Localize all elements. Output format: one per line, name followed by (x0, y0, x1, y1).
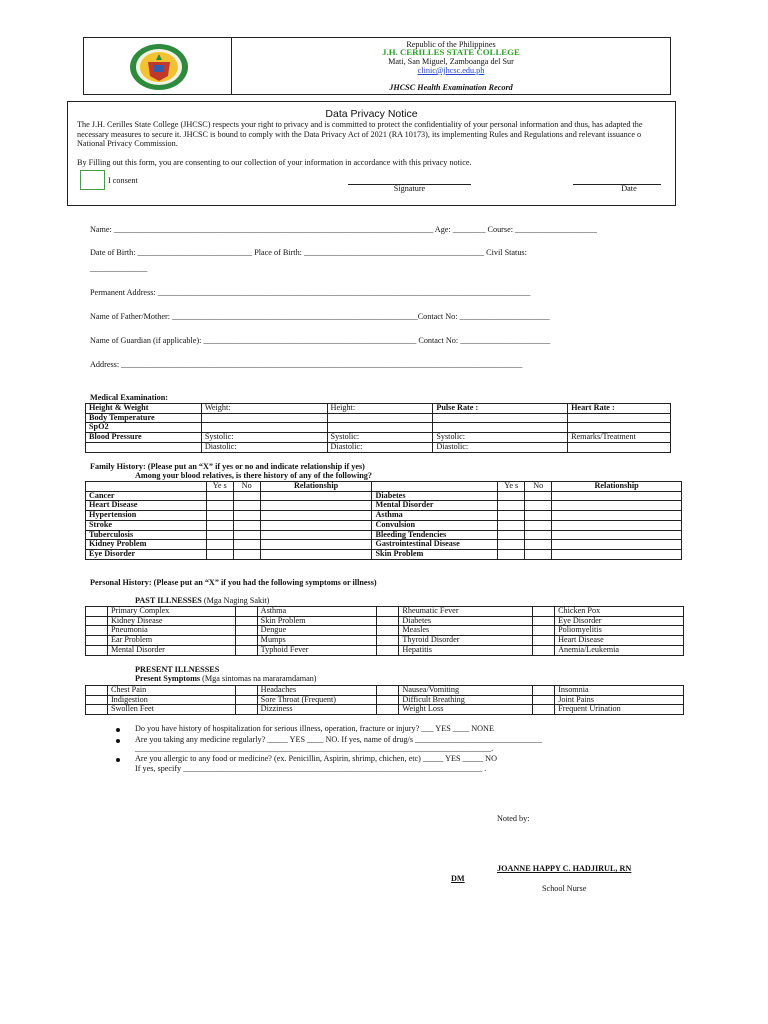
medicine-question[interactable]: Are you taking any medicine regularly? _____ YES ____ NO. If yes, name of drug/s _______________________________ (135, 735, 542, 744)
table-header-row (86, 482, 682, 492)
bullet-icon (116, 728, 120, 732)
vital-cell[interactable]: Systolic: (433, 433, 568, 443)
illness-label: Mental Disorder (107, 645, 235, 655)
vital-cell[interactable]: Diastolic: (327, 442, 433, 452)
answer-cell[interactable] (233, 540, 260, 550)
consent-checkbox[interactable] (80, 170, 105, 190)
answer-cell[interactable] (206, 491, 233, 501)
table-row (86, 607, 684, 617)
bullet-icon (116, 739, 120, 743)
condition-label: Kidney Problem (86, 540, 207, 550)
table-row (86, 705, 684, 715)
nurse-credential: DM (451, 874, 465, 883)
condition-label: Cancer (86, 491, 207, 501)
illness-label: Chest Pain (107, 686, 235, 696)
condition-label: Stroke (86, 520, 207, 530)
answer-cell[interactable] (525, 540, 552, 550)
answer-cell[interactable] (552, 501, 682, 511)
illness-label: Chicken Pox (555, 607, 684, 617)
answer-cell[interactable] (206, 511, 233, 521)
answer-cell[interactable] (552, 511, 682, 521)
table-row (86, 442, 671, 452)
illness-label: Ear Problem (107, 636, 235, 646)
vital-cell[interactable]: Systolic: (201, 433, 327, 443)
vital-cell[interactable]: Systolic: (327, 433, 433, 443)
condition-label: Convulsion (372, 520, 498, 530)
answer-cell[interactable] (498, 540, 525, 550)
college-name: J.H. CERILLES STATE COLLEGE (382, 47, 520, 57)
illness-label: Dengue (257, 626, 377, 636)
answer-cell[interactable] (552, 491, 682, 501)
illness-label: Mumps (257, 636, 377, 646)
answer-cell[interactable] (552, 520, 682, 530)
father-mother-field[interactable]: Name of Father/Mother: ____________________________________________________________Contact No: ______________________ (90, 312, 550, 321)
checkbox-cell[interactable] (235, 607, 257, 617)
illness-label: Thyroid Disorder (399, 636, 533, 646)
past-illnesses-title: PAST ILLNESSES (Mga Naging Sakit) (135, 596, 270, 605)
medical-exam-table (85, 403, 671, 453)
checkbox-cell[interactable] (86, 626, 108, 636)
noted-by-label: Noted by: (497, 814, 530, 823)
checkbox-cell[interactable] (533, 695, 555, 705)
checkbox-cell[interactable] (377, 695, 399, 705)
illness-label: Heart Disease (555, 636, 684, 646)
checkbox-cell[interactable] (533, 686, 555, 696)
table-row (86, 413, 671, 423)
illness-label: Joint Pains (555, 695, 684, 705)
checkbox-cell[interactable] (377, 607, 399, 617)
present-symptoms-title: Present Symptoms (Mga sintomas na mararamdaman) (135, 674, 317, 683)
checkbox-cell[interactable] (235, 686, 257, 696)
vital-cell[interactable] (568, 442, 671, 452)
consent-label: I consent (108, 176, 138, 185)
answer-cell[interactable] (552, 530, 682, 540)
checkbox-cell[interactable] (235, 695, 257, 705)
answer-cell[interactable] (260, 549, 372, 559)
condition-label: Gastrointestinal Disease (372, 540, 498, 550)
hospitalization-question[interactable]: Do you have history of hospitalization for serious illness, operation, fracture or injury? ___ YES ____ NONE (135, 724, 494, 733)
header-box (83, 37, 671, 95)
checkbox-cell[interactable] (86, 636, 108, 646)
illness-label: Kidney Disease (107, 616, 235, 626)
condition-label: Tuberculosis (86, 530, 207, 540)
condition-label: Diabetes (372, 491, 498, 501)
vital-label: Blood Pressure (86, 433, 202, 443)
checkbox-cell[interactable] (235, 616, 257, 626)
vital-cell[interactable]: Heart Rate : (568, 404, 671, 414)
vital-cell[interactable] (201, 413, 327, 423)
answer-cell[interactable] (525, 549, 552, 559)
column-header: Ye s (206, 482, 233, 492)
illness-label: Swollen Feet (107, 705, 235, 715)
illness-label: Eye Disorder (555, 616, 684, 626)
condition-label: Heart Disease (86, 501, 207, 511)
school-nurse-label: School Nurse (542, 884, 587, 893)
column-header: Ye s (498, 482, 525, 492)
privacy-consent-text: By Filling out this form, you are consenting to our collection of your information in accordance with this privacy notice. (77, 158, 472, 167)
answer-cell[interactable] (525, 511, 552, 521)
allergy-question-cont[interactable]: If yes, specify _________________________________________________________________________ . (135, 764, 487, 773)
condition-label: Asthma (372, 511, 498, 521)
past-illnesses-table (85, 606, 684, 656)
answer-cell[interactable] (260, 511, 372, 521)
checkbox-cell[interactable] (533, 636, 555, 646)
allergy-question[interactable]: Are you allergic to any food or medicine? (ex. Penicillin, Aspirin, shrimp, chichen, etc) _____ YES _____ NO (135, 754, 497, 763)
answer-cell[interactable] (525, 530, 552, 540)
answer-cell[interactable] (206, 549, 233, 559)
table-row (86, 404, 671, 414)
answer-cell[interactable] (260, 501, 372, 511)
answer-cell[interactable] (525, 520, 552, 530)
dob-field[interactable]: Date of Birth: ____________________________ Place of Birth: ____________________________________________ Civil Status: (90, 248, 527, 257)
clinic-email-link[interactable]: clinic@jhcsc.edu.ph (417, 66, 485, 75)
checkbox-cell[interactable] (86, 705, 108, 715)
answer-cell[interactable] (260, 530, 372, 540)
checkbox-cell[interactable] (86, 695, 108, 705)
illness-label: Rheumatic Fever (399, 607, 533, 617)
column-header: No (233, 482, 260, 492)
illness-label: Frequent Urination (555, 705, 684, 715)
condition-label: Skin Problem (372, 549, 498, 559)
checkbox-cell[interactable] (533, 705, 555, 715)
checkbox-cell[interactable] (235, 636, 257, 646)
checkbox-cell[interactable] (377, 616, 399, 626)
checkbox-cell[interactable] (533, 645, 555, 655)
checkbox-cell[interactable] (533, 626, 555, 636)
illness-label: Difficult Breathing (399, 695, 533, 705)
civil-status-field[interactable]: ______________ (90, 264, 148, 273)
table-row (86, 549, 682, 559)
checkbox-cell[interactable] (235, 645, 257, 655)
illness-label: Anemia/Leukemia (555, 645, 684, 655)
answer-cell[interactable] (233, 511, 260, 521)
column-header: Relationship (552, 482, 682, 492)
illness-label: Headaches (257, 686, 377, 696)
vital-label: Body Temperature (86, 413, 202, 423)
nurse-name: JOANNE HAPPY C. HADJIRUL, RN (497, 864, 632, 873)
present-illnesses-table (85, 685, 684, 715)
checkbox-cell[interactable] (86, 686, 108, 696)
vital-label (86, 442, 202, 452)
illness-label: Measles (399, 626, 533, 636)
vital-cell[interactable] (568, 413, 671, 423)
vital-label: SpO2 (86, 423, 202, 433)
present-illnesses-title: PRESENT ILLNESSES (135, 665, 220, 674)
record-title: JHCSC Health Examination Record (389, 83, 513, 92)
checkbox-cell[interactable] (377, 645, 399, 655)
illness-label: Diabetes (399, 616, 533, 626)
medicine-question-cont[interactable]: _______________________________________________________________________________________. (135, 744, 494, 753)
republic-text: Republic of the Philippines (406, 40, 496, 49)
answer-cell[interactable] (498, 549, 525, 559)
family-history-subtitle: Among your blood relatives, is there history of any of the following? (135, 471, 372, 480)
checkbox-cell[interactable] (533, 616, 555, 626)
bullet-icon (116, 758, 120, 762)
answer-cell[interactable] (525, 501, 552, 511)
answer-cell[interactable] (206, 520, 233, 530)
illness-label: Sore Throat (Frequent) (257, 695, 377, 705)
answer-cell[interactable] (233, 501, 260, 511)
answer-cell[interactable] (206, 540, 233, 550)
vital-cell[interactable]: Diastolic: (433, 442, 568, 452)
privacy-body: The J.H. Cerilles State College (JHCSC) respects your right to privacy and is committed to protect the confidentiality of your personal information and thus, has adapted the necessary measures to secure it. JHCSC is bound to comply with the Data Privacy Act of 2021 (RA 10173), its implementing Rules and Regulations and relevant issuance o National Privacy Commission. (77, 120, 643, 148)
illness-label: Pneumonia (107, 626, 235, 636)
college-address: Mati, San Miguel, Zamboanga del Sur (388, 57, 514, 66)
answer-cell[interactable] (206, 501, 233, 511)
checkbox-cell[interactable] (235, 705, 257, 715)
illness-label: Hepatitis (399, 645, 533, 655)
answer-cell[interactable] (233, 491, 260, 501)
column-header (372, 482, 498, 492)
checkbox-cell[interactable] (377, 636, 399, 646)
illness-label: Dizziness (257, 705, 377, 715)
checkbox-cell[interactable] (86, 607, 108, 617)
table-row (86, 511, 682, 521)
name-field[interactable]: Name: ______________________________________________________________________________ Age: ________ Course: ____________________ (90, 225, 597, 234)
answer-cell[interactable] (206, 530, 233, 540)
answer-cell[interactable] (233, 530, 260, 540)
column-header (86, 482, 207, 492)
condition-label: Eye Disorder (86, 549, 207, 559)
vital-cell[interactable]: Diastolic: (201, 442, 327, 452)
illness-label: Poliomyelitis (555, 626, 684, 636)
guardian-field[interactable]: Name of Guardian (if applicable): ____________________________________________________ Contact No: ______________________ (90, 336, 551, 345)
medical-exam-title: Medical Examination: (90, 393, 169, 402)
table-row (86, 540, 682, 550)
privacy-notice-box (67, 101, 676, 206)
vital-cell[interactable]: Pulse Rate : (433, 404, 568, 414)
signature-label: Signature (393, 184, 426, 193)
vital-label: Height & Weight (86, 404, 202, 414)
checkbox-cell[interactable] (235, 626, 257, 636)
illness-label: Skin Problem (257, 616, 377, 626)
checkbox-cell[interactable] (377, 626, 399, 636)
family-history-table (85, 481, 682, 560)
checkbox-cell[interactable] (86, 616, 108, 626)
checkbox-cell[interactable] (377, 705, 399, 715)
personal-history-title: Personal History: (Please put an “X” if you had the following symptoms or illness) (90, 578, 377, 587)
answer-cell[interactable] (498, 501, 525, 511)
college-seal-logo (129, 43, 189, 91)
illness-label: Insomnia (555, 686, 684, 696)
answer-cell[interactable] (498, 511, 525, 521)
answer-cell[interactable] (498, 491, 525, 501)
illness-label: Primary Complex (107, 607, 235, 617)
answer-cell[interactable] (498, 530, 525, 540)
vital-cell[interactable]: Remarks/Treatment (568, 433, 671, 443)
illness-label: Nausea/Vomiting (399, 686, 533, 696)
table-row (86, 636, 684, 646)
vital-cell[interactable] (327, 413, 433, 423)
answer-cell[interactable] (233, 520, 260, 530)
permanent-address-field[interactable]: Permanent Address: ___________________________________________________________________________________________ (90, 288, 531, 297)
answer-cell[interactable] (260, 540, 372, 550)
illness-label: Typhoid Fever (257, 645, 377, 655)
checkbox-cell[interactable] (86, 645, 108, 655)
table-row (86, 433, 671, 443)
column-header: No (525, 482, 552, 492)
answer-cell[interactable] (498, 520, 525, 530)
answer-cell[interactable] (260, 520, 372, 530)
table-row (86, 520, 682, 530)
column-header: Relationship (260, 482, 372, 492)
vital-cell[interactable]: Height: (327, 404, 433, 414)
condition-label: Hypertension (86, 511, 207, 521)
answer-cell[interactable] (260, 491, 372, 501)
answer-cell[interactable] (525, 491, 552, 501)
privacy-title: Data Privacy Notice (325, 108, 418, 120)
condition-label: Bleeding Tendencies (372, 530, 498, 540)
address-field[interactable]: Address: __________________________________________________________________________________________________ (90, 360, 523, 369)
illness-label: Asthma (257, 607, 377, 617)
illness-label: Indigestion (107, 695, 235, 705)
table-row (86, 645, 684, 655)
condition-label: Mental Disorder (372, 501, 498, 511)
answer-cell[interactable] (233, 549, 260, 559)
checkbox-cell[interactable] (533, 607, 555, 617)
vital-cell[interactable] (433, 413, 568, 423)
illness-label: Weight Loss (399, 705, 533, 715)
answer-cell[interactable] (552, 549, 682, 559)
answer-cell[interactable] (552, 540, 682, 550)
vital-cell[interactable]: Weight: (201, 404, 327, 414)
date-label: Date (621, 184, 637, 193)
family-history-title: Family History: (Please put an “X” if yes or no and indicate relationship if yes) (90, 462, 365, 471)
table-row (86, 686, 684, 696)
checkbox-cell[interactable] (377, 686, 399, 696)
